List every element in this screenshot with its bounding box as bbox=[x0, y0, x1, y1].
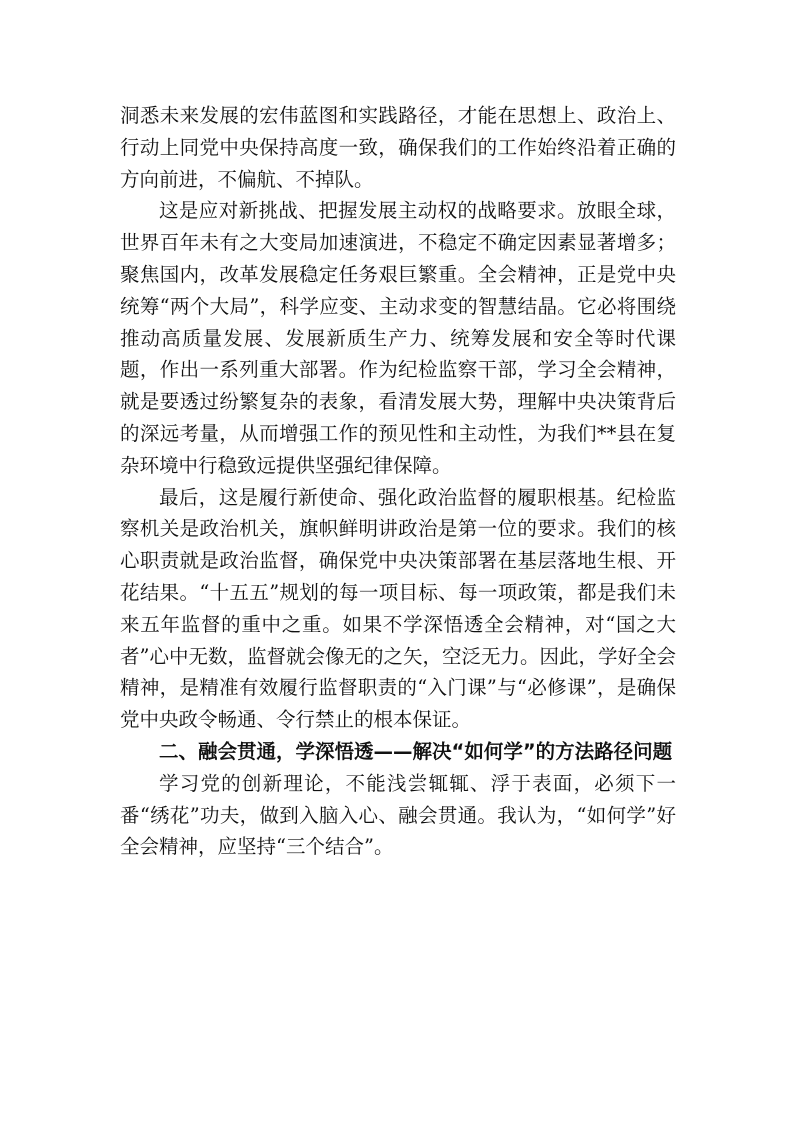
paragraph-how-to-learn: 学习党的创新理论，不能浅尝辄辄、浮于表面，必须下一番“绣花”功夫，做到入脑入心、融会贯通。我认为，“如何学”好全会精神，应坚持“三个结合”。 bbox=[120, 771, 676, 859]
paragraph-strategic-requirement: 这是应对新挑战、把握发展主动权的战略要求。放眼全球，世界百年未有之大变局加速演进，不稳定不确定因素显著增多；聚焦国内，改革发展稳定任务艰巨繁重。全会精神，正是党中央统筹“两个大局”，科学应变、主动求变的智慧结晶。它必将围绕推动高质量发展、发展新质生产力、统筹发展和安全等时代课题，作出一系列重大部署。作为纪检监察干部，学习全会精神，就是要透过纷繁复杂的表象，看清发展大势，理解中央决策背后的深远考量，从而增强工作的预见性和主动性，为我们**县在复杂环境中行稳致远提供坚强纪律保障。 bbox=[120, 199, 676, 477]
section-heading: 二、融会贯通，学深悟透——解决“如何学”的方法路径问题 bbox=[159, 739, 673, 763]
paragraph-continuation: 洞悉未来发展的宏伟蓝图和实践路径，才能在思想上、政治上、行动上同党中央保持高度一致，确保我们的工作始终沿着正确的方向前进，不偏航、不掉队。 bbox=[120, 104, 676, 191]
document-body bbox=[120, 100, 676, 863]
paragraph-political-supervision: 最后，这是履行新使命、强化政治监督的履职根基。纪检监察机关是政治机关，旗帜鲜明讲政治是第一位的要求。我们的核心职责就是政治监督，确保党中央决策部署在基层落地生根、开花结果。“十五五”规划的每一项目标、每一项政策，都是我们未来五年监督的重中之重。如果不学深悟透全会精神，对“国之大者”心中无数，监督就会像无的之矢，空泛无力。因此，学好全会精神，是精准有效履行监督职责的“入门课”与“必修课”，是确保党中央政令畅通、令行禁止的根本保证。 bbox=[120, 485, 676, 732]
